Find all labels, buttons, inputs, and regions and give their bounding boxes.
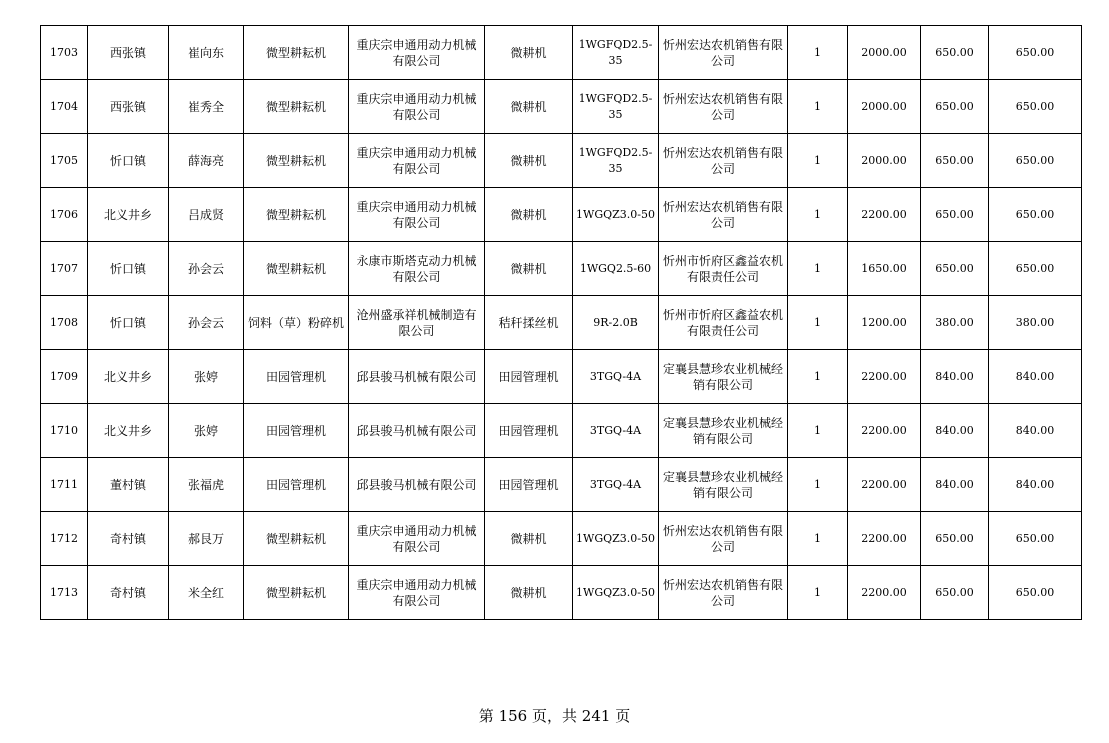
cell-manufacturer: 重庆宗申通用动力机械有限公司 [349,188,485,242]
cell-model: 1WGFQD2.5-35 [573,134,659,188]
cell-subsidy-amount: 650.00 [921,26,989,80]
cell-manufacturer: 重庆宗申通用动力机械有限公司 [349,566,485,620]
footer-suffix: 页 [615,707,631,725]
cell-township: 奇村镇 [88,566,169,620]
table-row [41,296,1082,350]
cell-quantity: 1 [788,134,848,188]
cell-machine-category: 微型耕耘机 [244,242,349,296]
cell-model: 1WGQ2.5-60 [573,242,659,296]
cell-subsidy-amount: 650.00 [921,134,989,188]
cell-machine-category: 微型耕耘机 [244,512,349,566]
cell-machine-name: 微耕机 [485,566,573,620]
cell-buyer-name: 孙会云 [169,242,244,296]
cell-buyer-name: 张婷 [169,404,244,458]
cell-model: 9R-2.0B [573,296,659,350]
cell-township: 奇村镇 [88,512,169,566]
cell-buyer-name: 薛海亮 [169,134,244,188]
cell-machine-name: 微耕机 [485,188,573,242]
cell-township: 忻口镇 [88,134,169,188]
cell-machine-name: 微耕机 [485,242,573,296]
cell-dealer: 忻州宏达农机销售有限公司 [659,80,788,134]
cell-township: 忻口镇 [88,296,169,350]
cell-machine-category: 微型耕耘机 [244,134,349,188]
page-footer [0,705,1109,726]
table-row [41,242,1082,296]
cell-sale-price: 2200.00 [848,512,921,566]
cell-manufacturer: 邱县骏马机械有限公司 [349,350,485,404]
cell-subsidy-amount: 840.00 [921,350,989,404]
footer-prefix: 第 [478,707,494,725]
cell-buyer-name: 吕成贤 [169,188,244,242]
cell-total-subsidy: 650.00 [989,188,1082,242]
cell-dealer: 忻州宏达农机销售有限公司 [659,134,788,188]
cell-dealer: 忻州市忻府区鑫益农机有限责任公司 [659,242,788,296]
cell-machine-category: 田园管理机 [244,404,349,458]
table-row [41,26,1082,80]
cell-machine-category: 微型耕耘机 [244,188,349,242]
cell-quantity: 1 [788,404,848,458]
cell-machine-name: 田园管理机 [485,458,573,512]
cell-quantity: 1 [788,350,848,404]
subsidy-table [40,25,1082,620]
cell-manufacturer: 邱县骏马机械有限公司 [349,458,485,512]
cell-model: 3TGQ-4A [573,350,659,404]
cell-total-subsidy: 650.00 [989,566,1082,620]
cell-seq-no: 1705 [41,134,88,188]
cell-manufacturer: 永康市斯塔克动力机械有限公司 [349,242,485,296]
cell-sale-price: 2000.00 [848,134,921,188]
cell-total-subsidy: 650.00 [989,512,1082,566]
cell-township: 北义井乡 [88,188,169,242]
cell-quantity: 1 [788,566,848,620]
cell-machine-category: 田园管理机 [244,350,349,404]
cell-total-subsidy: 380.00 [989,296,1082,350]
cell-quantity: 1 [788,242,848,296]
cell-seq-no: 1712 [41,512,88,566]
cell-model: 3TGQ-4A [573,404,659,458]
cell-dealer: 忻州宏达农机销售有限公司 [659,188,788,242]
cell-seq-no: 1708 [41,296,88,350]
cell-dealer: 定襄县慧珍农业机械经销有限公司 [659,404,788,458]
cell-quantity: 1 [788,512,848,566]
cell-model: 1WGQZ3.0-50 [573,188,659,242]
cell-dealer: 忻州市忻府区鑫益农机有限责任公司 [659,296,788,350]
cell-buyer-name: 孙会云 [169,296,244,350]
cell-quantity: 1 [788,80,848,134]
cell-machine-category: 饲料（草）粉碎机 [244,296,349,350]
cell-seq-no: 1710 [41,404,88,458]
cell-model: 3TGQ-4A [573,458,659,512]
cell-model: 1WGQZ3.0-50 [573,566,659,620]
cell-township: 西张镇 [88,26,169,80]
cell-total-subsidy: 650.00 [989,242,1082,296]
cell-subsidy-amount: 650.00 [921,188,989,242]
table-row [41,512,1082,566]
cell-total-subsidy: 650.00 [989,134,1082,188]
cell-sale-price: 2200.00 [848,350,921,404]
cell-sale-price: 2000.00 [848,26,921,80]
cell-manufacturer: 重庆宗申通用动力机械有限公司 [349,80,485,134]
cell-machine-category: 微型耕耘机 [244,566,349,620]
cell-seq-no: 1707 [41,242,88,296]
cell-machine-category: 田园管理机 [244,458,349,512]
cell-seq-no: 1709 [41,350,88,404]
table-row [41,134,1082,188]
cell-subsidy-amount: 840.00 [921,404,989,458]
cell-seq-no: 1713 [41,566,88,620]
cell-model: 1WGFQD2.5-35 [573,80,659,134]
cell-subsidy-amount: 650.00 [921,80,989,134]
cell-manufacturer: 重庆宗申通用动力机械有限公司 [349,26,485,80]
cell-manufacturer: 重庆宗申通用动力机械有限公司 [349,134,485,188]
cell-machine-name: 田园管理机 [485,404,573,458]
cell-model: 1WGQZ3.0-50 [573,512,659,566]
cell-seq-no: 1704 [41,80,88,134]
cell-township: 董村镇 [88,458,169,512]
cell-subsidy-amount: 650.00 [921,512,989,566]
cell-dealer: 定襄县慧珍农业机械经销有限公司 [659,350,788,404]
cell-buyer-name: 米全红 [169,566,244,620]
cell-township: 忻口镇 [88,242,169,296]
cell-sale-price: 2200.00 [848,458,921,512]
cell-buyer-name: 郝艮万 [169,512,244,566]
cell-sale-price: 1200.00 [848,296,921,350]
cell-machine-name: 微耕机 [485,134,573,188]
cell-total-subsidy: 840.00 [989,404,1082,458]
cell-machine-category: 微型耕耘机 [244,80,349,134]
cell-sale-price: 1650.00 [848,242,921,296]
cell-total-subsidy: 650.00 [989,26,1082,80]
cell-sale-price: 2200.00 [848,566,921,620]
cell-seq-no: 1711 [41,458,88,512]
table-row [41,80,1082,134]
cell-township: 北义井乡 [88,350,169,404]
cell-township: 西张镇 [88,80,169,134]
cell-quantity: 1 [788,26,848,80]
cell-quantity: 1 [788,188,848,242]
cell-township: 北义井乡 [88,404,169,458]
cell-seq-no: 1706 [41,188,88,242]
table-row [41,566,1082,620]
table-row [41,188,1082,242]
cell-manufacturer: 邱县骏马机械有限公司 [349,404,485,458]
table-row [41,350,1082,404]
table-body [41,26,1082,620]
cell-dealer: 定襄县慧珍农业机械经销有限公司 [659,458,788,512]
total-pages-number: 241 [581,707,611,725]
footer-middle: 页，共 [531,707,577,725]
cell-model: 1WGFQD2.5-35 [573,26,659,80]
cell-total-subsidy: 840.00 [989,458,1082,512]
cell-dealer: 忻州宏达农机销售有限公司 [659,566,788,620]
cell-machine-name: 微耕机 [485,512,573,566]
table-row [41,458,1082,512]
cell-machine-name: 田园管理机 [485,350,573,404]
cell-buyer-name: 崔向东 [169,26,244,80]
current-page-number: 156 [498,707,528,725]
cell-machine-name: 微耕机 [485,26,573,80]
cell-sale-price: 2200.00 [848,404,921,458]
cell-buyer-name: 张福虎 [169,458,244,512]
table-row [41,404,1082,458]
cell-buyer-name: 崔秀全 [169,80,244,134]
cell-total-subsidy: 650.00 [989,80,1082,134]
cell-subsidy-amount: 380.00 [921,296,989,350]
cell-buyer-name: 张婷 [169,350,244,404]
cell-machine-name: 微耕机 [485,80,573,134]
cell-quantity: 1 [788,458,848,512]
cell-machine-category: 微型耕耘机 [244,26,349,80]
cell-manufacturer: 沧州盛承祥机械制造有限公司 [349,296,485,350]
cell-dealer: 忻州宏达农机销售有限公司 [659,512,788,566]
cell-total-subsidy: 840.00 [989,350,1082,404]
cell-subsidy-amount: 840.00 [921,458,989,512]
cell-quantity: 1 [788,296,848,350]
cell-sale-price: 2000.00 [848,80,921,134]
cell-machine-name: 秸秆揉丝机 [485,296,573,350]
cell-dealer: 忻州宏达农机销售有限公司 [659,26,788,80]
cell-manufacturer: 重庆宗申通用动力机械有限公司 [349,512,485,566]
cell-subsidy-amount: 650.00 [921,242,989,296]
cell-sale-price: 2200.00 [848,188,921,242]
cell-seq-no: 1703 [41,26,88,80]
cell-subsidy-amount: 650.00 [921,566,989,620]
